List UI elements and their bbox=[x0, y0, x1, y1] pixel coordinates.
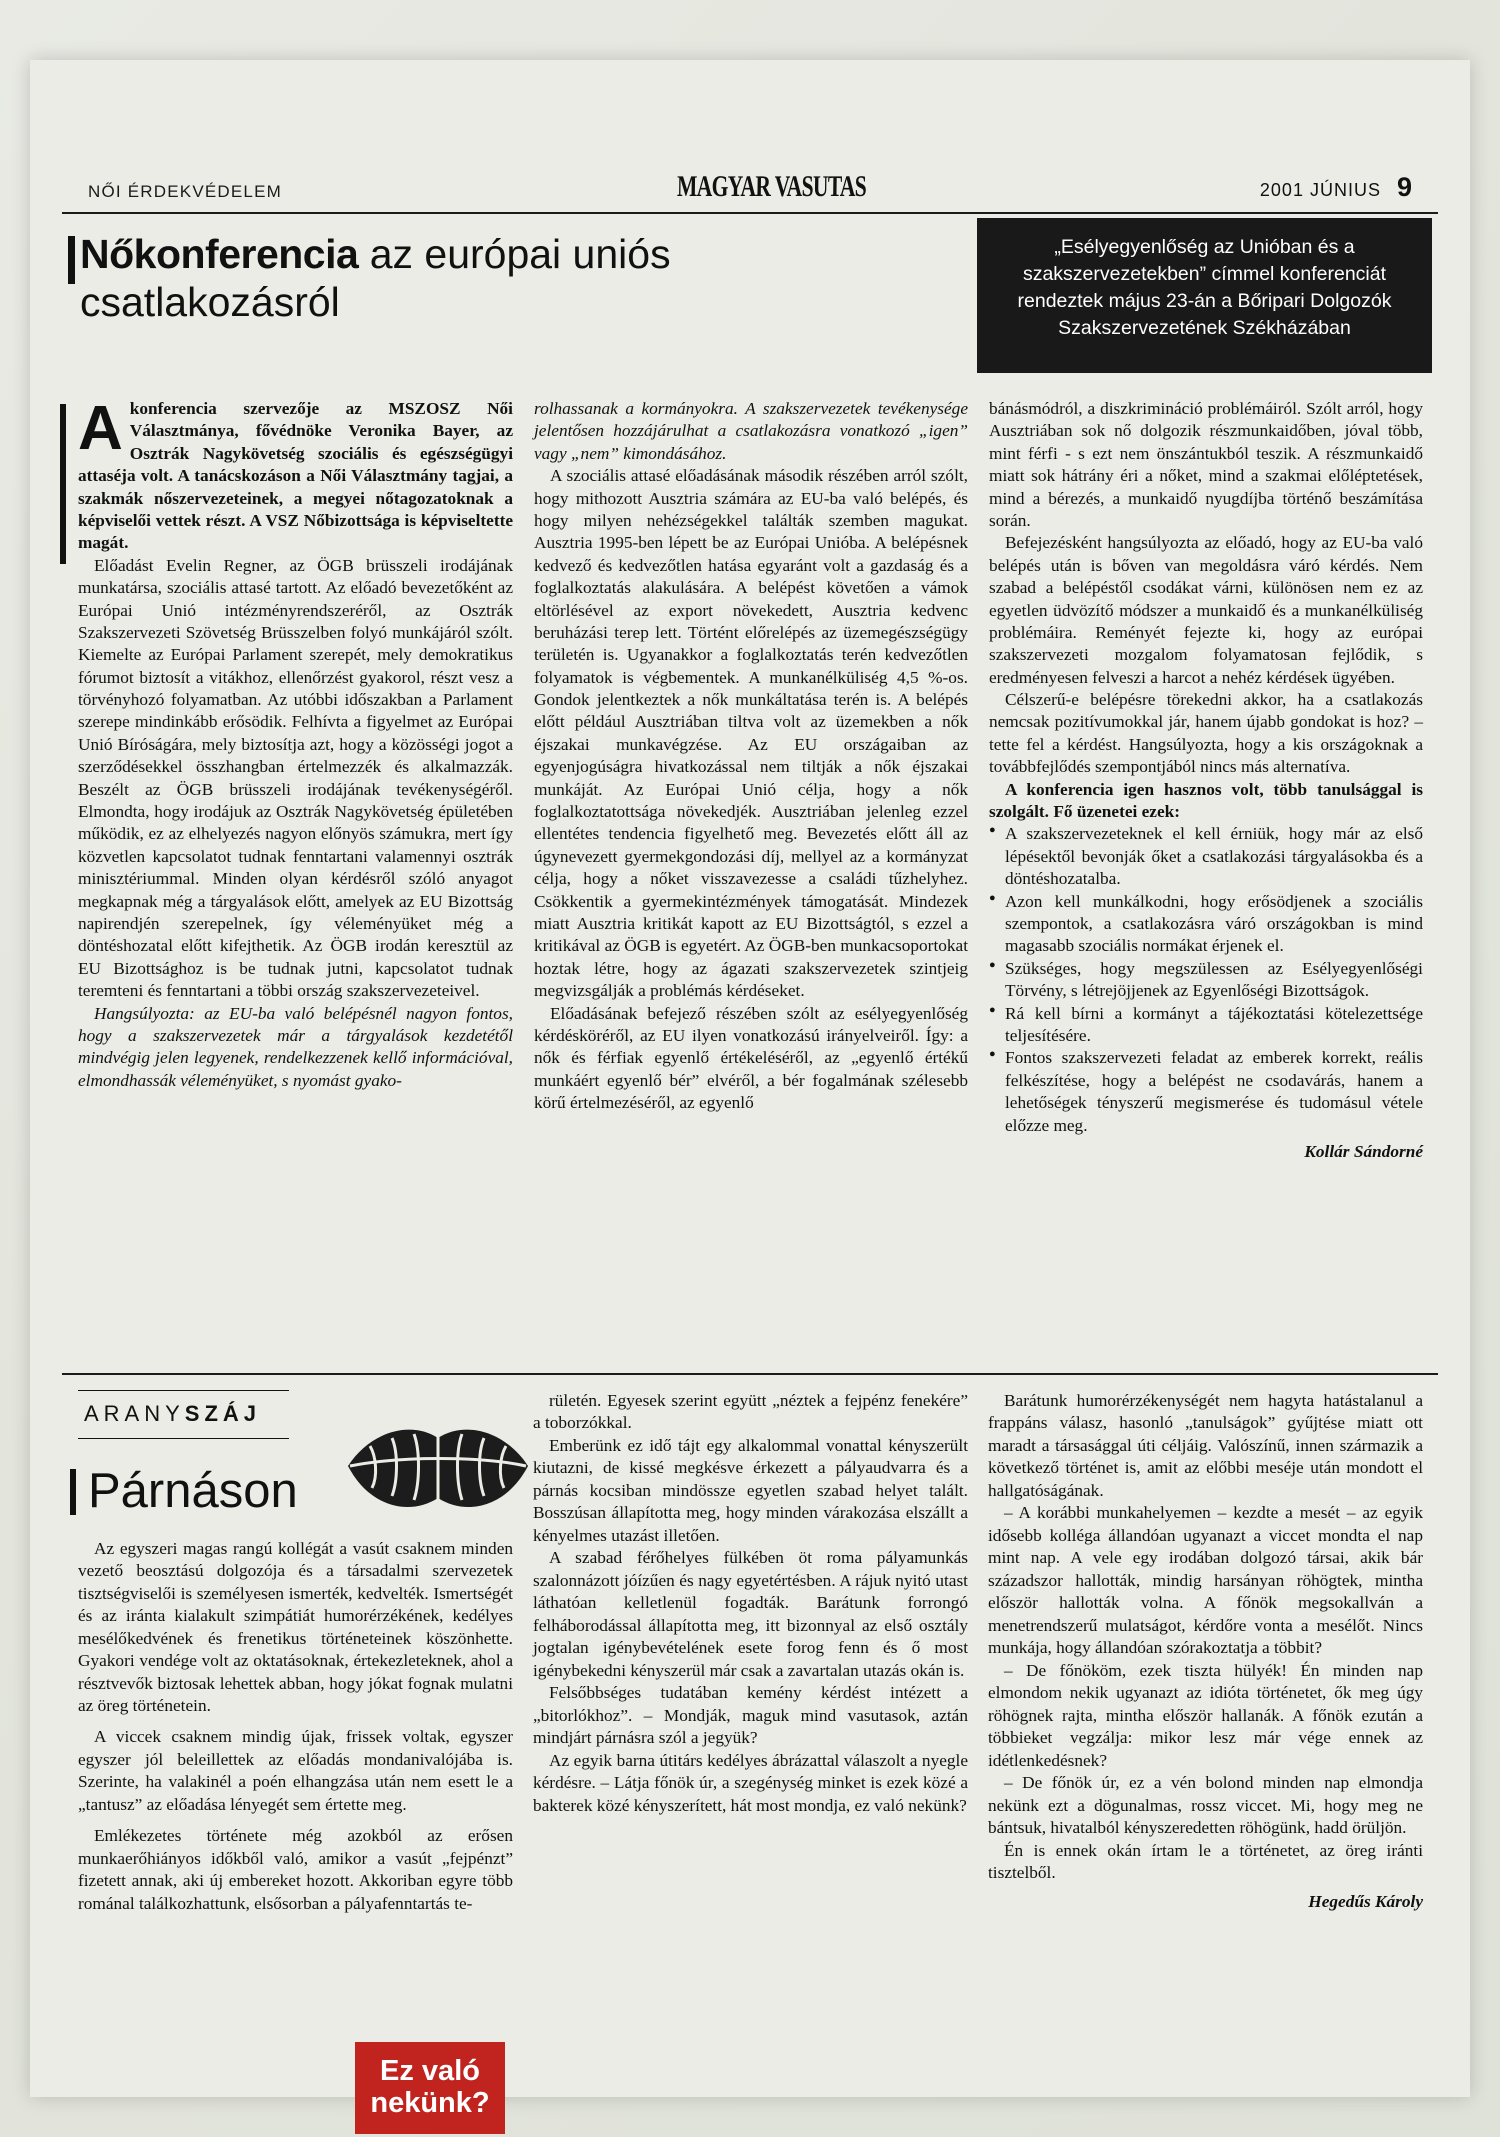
paragraph: Emberünk ez idő tájt egy alkalommal vonattal kényszerült kiutazni, de kissé megkésve érkezett a pályaudvarra és a párnás kocsiban mindössze egyetlen szabad helyet talált. Bosszúsan állapította meg, hogy minden várakozása elszállt a kényelmes utazást illetően. bbox=[533, 1435, 968, 1545]
paragraph: – A korábbi munkahelyemen – kezdte a mesét – az egyik idősebb kolléga állandóan ugyanazt a viccet mondta el nap mint nap. A vele egy irodában dolgozó társai, akik bár századszor hallották, mindig harsányan röhögtek, mintha először hallották volna. A főnök megsokallván a menetrendszerű mulatságot, kérdőre vonta a mesélőt. Nincs munkája, hogy állandóan szórakoztatja a többit? bbox=[988, 1503, 1423, 1658]
paragraph: Befejezésként hangsúlyozta az előadó, hogy az EU-ba való belépés után is bőven van megoldásra váró kérdés. Nem szabad a belépéstől csodákat várni, különösen nem ez az egyetlen üdvözítő módszer a munkaidő és a munkanélküliség problémáira. Reményét fejezte ki, hogy az európai szakszervezeti mozgalom folyamatosan fejlődik, s eredményesen felveszi a harcot a nehéz kérdések ügyében. bbox=[989, 533, 1423, 687]
page-number: 9 bbox=[1396, 172, 1412, 202]
byline: Kollár Sándorné bbox=[1304, 1141, 1423, 1161]
paragraph: A szabad férőhelyes fülkében öt roma pályamunkás szalonnázott jóízűen és nagy egyetértésben. A rájuk nyitó utast láthatóan kelletlenül fogadták. Barátunk forrongó felháborodással állapította meg, itt bizonnyal az első osztály jogtalan igénybevételének esete forog fenn és ő most igénybekedni kényszerül már csak a zavartalan utazás okán is. bbox=[533, 1548, 968, 1680]
bottom-title: Párnáson bbox=[78, 1467, 513, 1516]
list-item: ● Azon kell munkálkodni, hogy erősödjenek a szociális szempontok, a csatlakozásra váró országokban is mind magasabb szociális normákat érjenek el. bbox=[989, 891, 1423, 958]
article-column-3 bbox=[978, 398, 1433, 1163]
bottom-section bbox=[68, 1390, 1492, 1915]
issue-date: 2001 JÚNIUS bbox=[1259, 180, 1381, 200]
list-item: ● Rá kell bírni a kormányt a tájékoztatási kötelezettsége teljesítésére. bbox=[989, 1003, 1423, 1048]
paragraph: Az egyszeri magas rangú kollégát a vasút csaknem minden vezető beosztású dolgozója és a társadalmi szervezetek tisztségviselői is személyesen ismerték, kedvelték. Ismertségét és az iránta kialakult szimpátiát humorérzékének, kedélyes mesélőkedvének és frenetikus történeteinek köszönhette. Gyakori vendége volt az oktatásoknak, értekezleteknek, ahol a résztvevők biztosak lehettek abban, hogy jókat fognak mulatni az öreg történetein. bbox=[78, 1538, 513, 1715]
article-accent-bar bbox=[60, 404, 66, 564]
bullet-list bbox=[989, 823, 1423, 1136]
list-item: ● Fontos szakszervezeti feladat az emberek korrekt, reális felkészítése, hogy a belépést ne csodavárás, hanem a lehetőségek tényszerű megismerése és tudomásul vétele előzze meg. bbox=[989, 1047, 1423, 1137]
paragraph: – De főnök úr, ez a vén bolond minden nap elmondja nekünk ezt a dögunalmas, rossz viccet. Mi, hogy meg ne bántsuk, hivatalból kényszeredetten röhögünk, hadd örüljön. bbox=[988, 1773, 1423, 1838]
paragraph: Hangsúlyozta: az EU-ba való belépésnél nagyon fontos, hogy a szakszervezetek már a tárgyalások kezdetétől mindvégig jelen legyenek, rendelkezzenek kellő információval, elmondhassák véleményüket, s nyomást gyako- bbox=[78, 1003, 513, 1090]
paragraph: Előadásának befejező részében szólt az esélyegyenlőség kérdésköréről, az EU ilyen vonatkozású irányelveiről. Így: a nők és férfiak egyenlő értékeléséről, az „egyenlő értékű munkáért egyenlő bér” elvéről, a bér fogalmának szélesebb körű értelmezéséről, az egyenlő bbox=[534, 1003, 968, 1113]
bottom-column-2 bbox=[523, 1390, 978, 1915]
paragraph: A szociális attasé előadásának második részében arról szólt, hogy mithozott Ausztria számára az EU-ba való belépés, és hogy milyen nehézségekkel találták szemben magukat. Ausztria 1995-ben lépett be az Európai Unióba. A belépésnek kedvező és kedvezőtlen hatása egyaránt volt a gazdaság és a foglalkoztatás alakulására. A belépést követően a vámok eltörlésével az export növekedett, Ausztria kedvenc beruházási terep lett. Történt előrelépés az üzemegészségügy területén is. Ugyanakkor a foglalkoztatás terén kedvezőtlen folyamatok is végbementek. A munkanélküliség 4,5 %-os. Gondok jelentkeztek a nők munkáltatása terén is. A belépés előtt például Ausztriában tiltva volt az üzemekben a nők éjszakai munkavégzése. Az EU országaiban az egyenjogúságra hivatkozással nem tiltják a nők éjszakai munkáját. Az Európai Unió célja, hogy a nők foglalkoztatottsága növekedjék. Ausztriában jelenleg ezzel ellentétes tendencia figyelhető meg. Bevezetés előtt áll az úgynevezett gyermekgondozási díj, mellyel az a kormányzat célja, hogy a nőket visszavezesse a családi tűzhelyhez. Csökkentik a gyermekintézmények támogatását. Mindezek miatt Ausztria kritikát kapott az EU Bizottságtól, s ezzel a kritikával az ÖGB is egyetért. Az ÖGB-ben munkacsoportokat hoztak létre, hogy az ágazati szakszervezetek szintjeig megvizsgálják a problémás kérdéseket. bbox=[534, 466, 968, 1001]
paragraph: rolhassanak a kormányokra. A szakszervezetek tevékenysége jelentősen hozzájárulhat a csatlakozásra vonatkozó „igen” vagy „nem” kimondásához. bbox=[534, 399, 968, 463]
paragraph: bánásmódról, a diszkrimináció problémáiról. Szólt arról, hogy Ausztriában sok nő dolgozik részmunkaidőben, jóval több, mint férfi - s ezt nem önszántukból teszik. A részmunkaidő miatt sok hátrány éri a nőket, mind a szakmai előléptetések, mind a bérezés, a munkaidő nyugdíjba történő beszámítása során. bbox=[989, 399, 1423, 530]
paragraph: Emlékezetes története még azokból az erősen munkaerőhiányos időkből való, amikor a vasút „fejpénzt” fizetett annak, aki új embereket hozott. Akkoriban egyre több románal találkozhattunk, elsősorban a pályafenntartás te- bbox=[78, 1826, 513, 1913]
section-label: NŐI ÉRDEKVÉDELEM bbox=[88, 182, 282, 201]
kicker-light: ARANY bbox=[84, 1401, 185, 1426]
pull-quote-box: Ez való nekünk? bbox=[355, 2042, 505, 2134]
byline: Hegedűs Károly bbox=[1308, 1891, 1423, 1911]
paragraph: Célszerű-e belépésre törekedni akkor, ha a csatlakozás nemcsak pozitívumokkal jár, hanem újabb gondokat is hoz? – tette fel a kérdést. Hangsúlyozta, hogy a kis országoknak a továbbfejlődés szempontjából nincs más alternatíva. bbox=[989, 690, 1423, 777]
callout-box: „Esélyegyenlőség az Unióban és a szakszervezetekben” címmel konferenciát rendeztek május 23-án a Bőripari Dolgozók Szakszervezetének Székházában bbox=[977, 218, 1432, 373]
headline-accent-bar bbox=[68, 236, 75, 284]
article-columns bbox=[68, 394, 1492, 1163]
paragraph bbox=[78, 394, 513, 555]
paragraph: Az egyik barna útitárs kedélyes ábrázattal válaszolt a nyegle kérdésre. – Látja főnök úr, a szegénység minket is ezek közé a bakterek közé kényszerített, hát most mondja, ez való nekünk? bbox=[533, 1750, 968, 1815]
paragraph: – De főnököm, ezek tiszta hülyék! Én minden nap elmondom nekik ugyanazt az idióta történetet, ők meg úgy röhögnek rajta, mintha először hallanák. A főnök ezután a többieket vegzálja: mikor lesz már vége ennek az idétlenkedésnek? bbox=[988, 1660, 1423, 1770]
bottom-column-3 bbox=[978, 1390, 1433, 1915]
paragraph: rületén. Egyesek szerint együtt „néztek a fejpénz fenekére” a toborzókkal. bbox=[533, 1391, 968, 1433]
list-item: ● A szakszervezeteknek el kell érniük, hogy már az első lépésektől bevonják őket a csatlakozási tárgyalásokba és a döntéshozatalba. bbox=[989, 823, 1423, 890]
page-title bbox=[80, 230, 740, 327]
paragraph: A viccek csaknem mindig újak, frissek voltak, egyszer egyszer jól beleillettek az előadás mondanivalójába is. Szerinte, ha valakinél a poén elhangzása után nem esett le a „tantusz” az előadása lényegét sem értette meg. bbox=[78, 1727, 513, 1814]
paragraph: Én is ennek okán írtam le a történetet, az öreg iránti tisztelből. bbox=[988, 1840, 1423, 1883]
paragraph-lead: A konferencia igen hasznos volt, több tanulsággal is szolgált. Fő üzenetei ezek: bbox=[989, 779, 1423, 822]
paragraph: Felsőbbséges tudatában kemény kérdést intézett a „bitorlókhoz”. – Mondják, maguk mind vasutasok, aztán mindjárt párnásra szól a jegyük? bbox=[533, 1683, 968, 1748]
paper-sheet bbox=[30, 60, 1470, 2119]
headline-rest: az európai uniós csatlakozásról bbox=[80, 231, 671, 326]
column-kicker bbox=[78, 1390, 289, 1439]
paragraph: Barátunk humorérzékenységét nem hagyta hatástalanul a frappáns válasz, hasonló „tanulságok” gyűjtése miatt ott maradt a társasággal úti céljáig. Valószínű, innen származik a következő történet is, amit az előbbi meséje után mondott el hallgatóságának. bbox=[988, 1391, 1423, 1500]
headline-bold: Nőkonferencia bbox=[80, 231, 359, 277]
masthead bbox=[88, 164, 1412, 208]
article-column-2 bbox=[523, 398, 978, 1163]
section-divider bbox=[62, 1373, 1438, 1375]
masthead-right bbox=[1260, 172, 1412, 208]
article-column-1 bbox=[68, 394, 523, 1163]
paragraph: Előadást Evelin Regner, az ÖGB brüsszeli irodájának munkatársa, szociális attasé tartott. Az előadó bevezetőként az Európai Unió intézményrendszeréről, az Osztrák Szakszervezeti Szövetség Brüsszelben folyó munkájáról szólt. Kiemelte az Európai Parlament szerepét, mely demokratikus fórumot biztosít a vitákhoz, ellenőrzést gyakorol, részt vesz a törvényhozó folyamatban. Az utóbbi időszakban a Parlament szerepe mindinkább erősödik. Felhívta a figyelmet az Európai Unió Bíróságára, mely biztosítja azt, hogy a közösségi jogot a szerződésekkel összhangban értelmezzék és alkalmazzák. Beszélt az ÖGB brüsszeli irodájának tevékenységéről. Elmondta, hogy irodájuk az Osztrák Nagykövetség épületében működik, ez az elhelyezés nagyon előnyös számukra, mert így közvetlen kapcsolatot tudnak fenntartani valamennyi osztrák minisztériummal. Minden olyan kérdésről szóló anyagot megkapnak még a tárgyalások előtt, amelyek az EU Bizottság napirendjén szerepelnek, így véleményüket még a döntéshozatal előtt kifejthetik. Az ÖGB irodán keresztül az EU Bizottsághoz is be tudnak jutni, kapcsolatot tudnak teremteni és fenntartani a többi ország szakszervezeteivel. bbox=[78, 555, 513, 1001]
header-divider bbox=[62, 212, 1438, 214]
paper-logo: MAGYAR VASUTAS bbox=[676, 170, 866, 203]
kicker-bold: SZÁJ bbox=[184, 1401, 262, 1426]
lips-icon bbox=[340, 1412, 536, 1520]
drop-cap: A bbox=[78, 394, 123, 463]
list-item: ● Szükséges, hogy megszülessen az Esélyegyenlőségi Törvény, s létrejöjjenek az Egyenlőségi Bizottságok. bbox=[989, 958, 1423, 1003]
paragraph-text: konferencia szervezője az MSZOSZ Női Választmánya, fővédnöke Veronika Bayer, az Osztrák Nagykövetség szociális és egészségügyi attaséja volt. A tanácskozáson a Női Választmány tagjai, a szakmák nőszervezeteinek, a megyei nőtagozatoknak a képviselői vettek részt. A VSZ Nőbizottsága is képviseltette magát. bbox=[78, 399, 513, 553]
